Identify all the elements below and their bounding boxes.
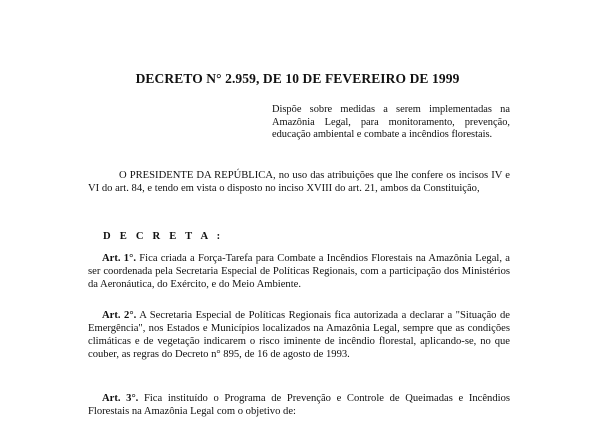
preamble-paragraph (88, 170, 510, 196)
article-3-text: Fica instituído o Programa de Prevenção e Controle de Queimadas e Incêndios Florestais na Amazônia Legal com o objetivo de: (88, 393, 511, 417)
article-2-label: Art. 2°. (102, 310, 137, 321)
decree-ementa: Dispõe sobre medidas a serem implementadas na Amazônia Legal, para monitoramento, prevenção, educação ambiental e combate a incêndios florestais. (272, 104, 510, 141)
article-3-label: Art. 3°. (102, 393, 139, 404)
preamble-text: , no uso das atribuições que lhe confere os incisos IV e VI do art. 84, e tendo em vista o disposto no inciso XVIII do art. 21, ambos da Constituição, (88, 170, 510, 194)
article-2-text: A Secretaria Especial de Políticas Regionais fica autorizada a declarar a "Situação de Emergência", nos Estados e Municípios localizados na Amazônia Legal, sempre que as condições climáticas e de vegetação indicarem o risco iminente de incêndio florestal, aplicando-se, no que couber, as regras do Decreto n° 895, de 16 de agosto de 1993. (88, 310, 511, 360)
article-1-text: Fica criada a Força-Tarefa para Combate a Incêndios Florestais na Amazônia Legal, a ser coordenada pela Secretaria Especial de Políticas Regionais, com a participação dos Ministérios da Aeronáutica, do Exército, e do Meio Ambiente. (88, 253, 510, 290)
article-1 (88, 253, 510, 292)
article-2 (88, 310, 510, 362)
decree-title: DECRETO N° 2.959, DE 10 DE FEVEREIRO DE 1999 (135, 71, 460, 86)
preamble-lead: O PRESIDENTE DA REPÚBLICA (119, 170, 274, 181)
article-3 (88, 393, 510, 419)
decreta-heading: D E C R E T A : (103, 231, 224, 242)
article-1-label: Art. 1°. (102, 253, 136, 264)
